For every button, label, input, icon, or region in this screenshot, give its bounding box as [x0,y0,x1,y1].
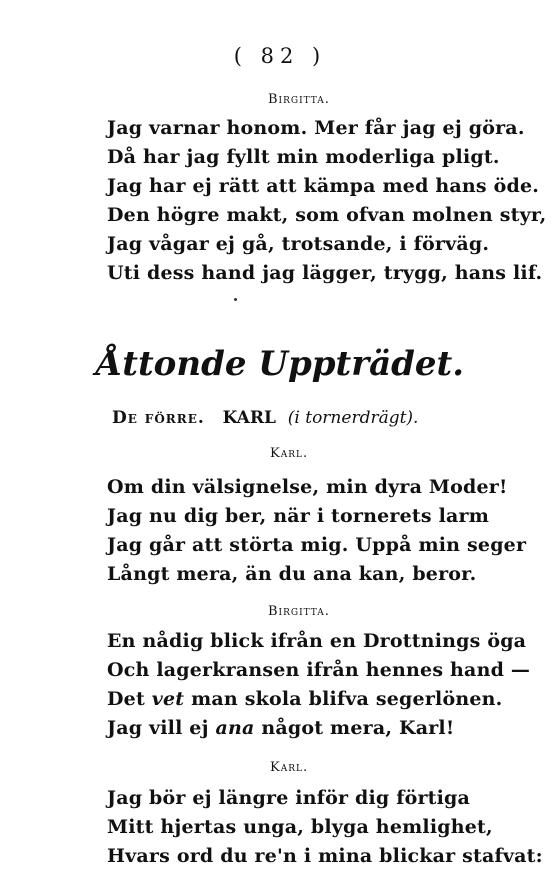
verse-line: Jag har ej rätt att kämpa med hans öde. [107,175,540,197]
verse-line: Jag bör ej längre inför dig förtiga [107,787,471,809]
verse-line: Uti dess hand jag lägger, trygg, hans lif. [107,262,543,284]
verse-line [107,717,454,739]
verse-emphasis: vet [151,688,185,710]
verse-emphasis: ana [215,717,255,739]
verse-line: Hvars ord du re'n i mina blickar stafvat: [107,845,543,867]
verse-line [107,688,502,710]
scene-title: Åttonde Uppträdet. [95,344,465,384]
verse-line: Om din välsignelse, min dyra Moder! [107,476,508,498]
page-number: ( 82 ) [233,44,327,68]
verse-line: Och lagerkransen ifrån hennes hand — [107,659,531,681]
verse-line: Jag varnar honom. Mer får jag ej göra. [107,117,525,139]
verse-line: Då har jag fyllt min moderliga pligt. [107,146,500,168]
verse-text: något mera, Karl! [254,717,455,739]
cast-prefix: De förre. [112,408,205,428]
verse-line: Jag nu dig ber, när i tornerets larm [107,505,490,527]
verse-line: Långt mera, än du ana kan, beror. [107,563,477,585]
cast-name: KARL [222,408,276,428]
ink-speck [234,298,237,301]
cast-note: (i tornerdrägt). [287,408,419,428]
verse-line: Jag går att störta mig. Uppå min seger [107,534,527,556]
speaker-karl: Karl. [270,446,309,461]
verse-line: Mitt hjertas unga, blyga hemlighet, [107,816,493,838]
cast-line [112,408,418,428]
speaker-birgitta: Birgitta. [268,604,330,619]
verse-text: Jag vill ej [107,717,216,739]
verse-line: Den högre makt, som ofvan molnen styr, [107,204,547,226]
verse-text: Det [107,688,152,710]
verse-text: man skola blifva segerlönen. [184,688,503,710]
verse-line: En nådig blick ifrån en Drottnings öga [107,630,527,652]
verse-line: Jag vågar ej gå, trotsande, i förväg. [107,233,490,255]
speaker-karl: Karl. [270,760,309,775]
speaker-birgitta: Birgitta. [268,92,330,107]
